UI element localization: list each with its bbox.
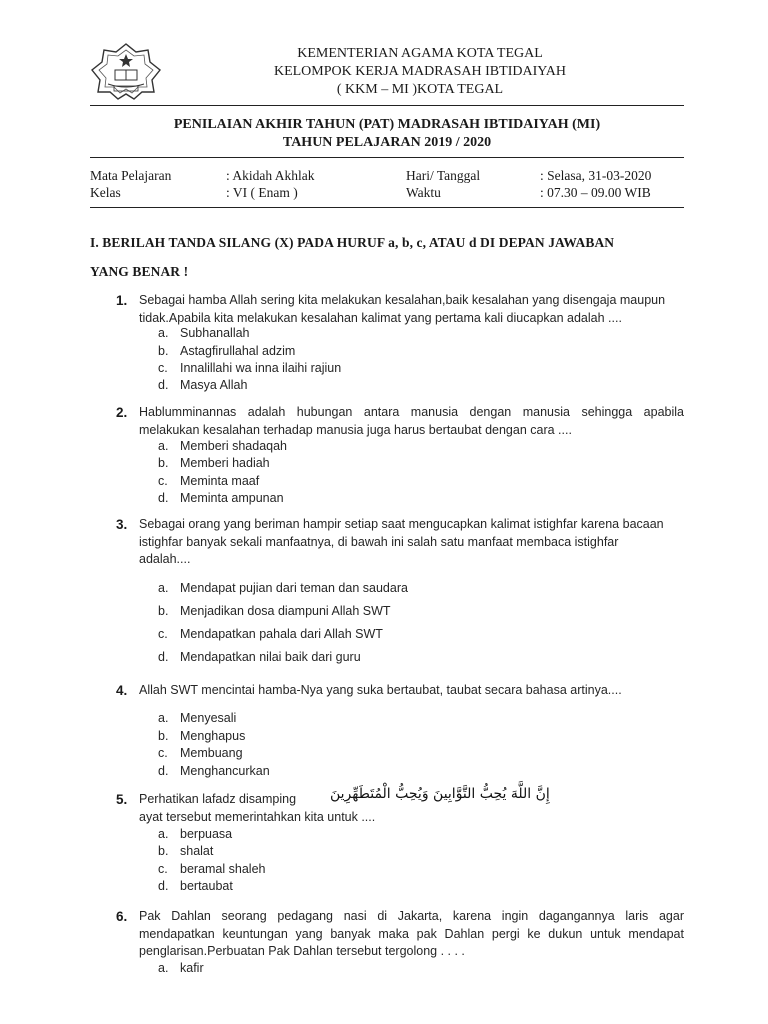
ministry-emblem-icon — [90, 42, 162, 100]
question-text — [139, 908, 684, 961]
option-a[interactable] — [158, 826, 232, 843]
option-text: Memberi shadaqah — [180, 439, 288, 453]
option-text: Meminta maaf — [180, 474, 260, 488]
option-d[interactable] — [158, 490, 284, 507]
option-letter: d. — [158, 491, 169, 505]
subject-value: : Akidah Akhlak — [226, 168, 315, 183]
option-text: Mendapatkan nilai baik dari guru — [180, 650, 361, 664]
letterhead-divider — [90, 105, 684, 106]
question-number: 2. — [116, 405, 128, 420]
option-a[interactable] — [158, 325, 250, 342]
option-d[interactable] — [158, 649, 361, 666]
time-label: Waktu — [406, 185, 441, 200]
option-letter: b. — [158, 456, 169, 470]
option-c[interactable] — [158, 473, 259, 490]
option-c[interactable] — [158, 745, 243, 762]
option-b[interactable] — [158, 455, 270, 472]
question-number: 3. — [116, 517, 128, 532]
option-letter: a. — [158, 326, 169, 340]
exam-year: TAHUN PELAJARAN 2019 / 2020 — [282, 135, 492, 150]
option-text: Subhanallah — [180, 326, 250, 340]
option-letter: a. — [158, 827, 169, 841]
option-letter: c. — [158, 862, 168, 876]
question-number: 1. — [116, 293, 128, 308]
info-divider — [90, 207, 684, 208]
question-line: ayat tersebut memerintahkan kita untuk .... — [139, 809, 376, 824]
option-text: Memberi hadiah — [180, 456, 270, 470]
question-number: 4. — [116, 683, 128, 698]
option-letter: c. — [158, 627, 168, 641]
question-line: melakukan kesalahan terhadap manusia juga harus bertaubat dengan cara .... — [139, 422, 572, 437]
question-line: Sebagai hamba Allah sering kita melakukan kesalahan,baik kesalahan yang disengaja maupun — [139, 293, 666, 307]
option-text: bertaubat — [180, 879, 233, 893]
question-text — [139, 682, 684, 700]
option-letter: a. — [158, 711, 169, 725]
option-text: Masya Allah — [180, 378, 248, 392]
option-text: Menjadikan dosa diampuni Allah SWT — [180, 604, 391, 618]
letterhead-line-2: KELOMPOK KERJA MADRASAH IBTIDAIYAH — [273, 64, 567, 79]
question-line: penglarisan.Perbuatan Pak Dahlan tersebut tergolong . . . . — [139, 944, 465, 958]
option-letter: d. — [158, 378, 169, 392]
option-letter: a. — [158, 439, 169, 453]
question-text — [139, 404, 684, 439]
option-text: Membuang — [180, 746, 243, 760]
option-letter: b. — [158, 844, 169, 858]
section-heading-cont: YANG BENAR ! — [90, 264, 189, 279]
option-text: Menghancurkan — [180, 764, 270, 778]
option-letter: d. — [158, 879, 169, 893]
question-line: Hablumminannas adalah hubungan antara manusia dengan manusia sehingga apabila — [139, 405, 684, 419]
option-text: Meminta ampunan — [180, 491, 284, 505]
option-letter: c. — [158, 361, 168, 375]
option-letter: a. — [158, 581, 169, 595]
question-line: mendapatkan keuntungan yang banyak maka pak Dahlan pergi ke dukun untuk mendapat — [139, 926, 684, 941]
question-text — [139, 292, 684, 327]
option-text: Mendapatkan pahala dari Allah SWT — [180, 627, 383, 641]
option-letter: d. — [158, 764, 169, 778]
time-value: : 07.30 – 09.00 WIB — [540, 185, 651, 200]
class-label: Kelas — [90, 185, 121, 200]
title-divider — [90, 157, 684, 158]
question-number: 5. — [116, 792, 128, 807]
question-line: adalah.... — [139, 552, 191, 566]
option-b[interactable] — [158, 343, 295, 360]
option-d[interactable] — [158, 878, 233, 895]
option-d[interactable] — [158, 763, 270, 780]
question-line: Sebagai orang yang beriman hampir setiap saat mengucapkan kalimat istighfar karena bacaan — [139, 517, 664, 531]
question-line: istighfar banyak sekali manfaatnya, di bawah ini salah satu manfaat membaca istighfar — [139, 534, 619, 549]
option-a[interactable] — [158, 580, 408, 597]
option-letter: b. — [158, 729, 169, 743]
question-line: tidak.Apabila kita melakukan kesalahan kalimat yang pertama kali diucapkan adalah .... — [139, 310, 622, 325]
option-letter: b. — [158, 604, 169, 618]
option-text: berpuasa — [180, 827, 233, 841]
option-letter: c. — [158, 746, 168, 760]
option-c[interactable] — [158, 626, 383, 643]
option-letter: b. — [158, 344, 169, 358]
question-number: 6. — [116, 909, 128, 924]
option-a[interactable] — [158, 710, 236, 727]
option-b[interactable] — [158, 843, 213, 860]
exam-title: PENILAIAN AKHIR TAHUN (PAT) MADRASAH IBTIDAIYAH (MI) — [173, 117, 601, 132]
option-text: kafir — [180, 961, 204, 975]
option-letter: a. — [158, 961, 169, 975]
letterhead-line-3: ( KKM – MI )KOTA TEGAL — [336, 82, 504, 97]
question-line: Allah SWT mencintai hamba-Nya yang suka bertaubat, taubat secara bahasa artinya.... — [139, 683, 622, 697]
option-text: Innalillahi wa inna ilaihi rajiun — [180, 361, 342, 375]
option-text: Menghapus — [180, 729, 246, 743]
option-b[interactable] — [158, 728, 245, 745]
day-label: Hari/ Tanggal — [406, 168, 481, 183]
option-text: beramal shaleh — [180, 862, 266, 876]
question-line: Perhatikan lafadz disamping — [139, 792, 297, 806]
option-text: Menyesali — [180, 711, 237, 725]
option-c[interactable] — [158, 360, 341, 377]
question-line: Pak Dahlan seorang pedagang nasi di Jakarta, karena ingin dagangannya laris agar — [139, 909, 684, 923]
letterhead-line-1: KEMENTERIAN AGAMA KOTA TEGAL — [297, 46, 543, 61]
arabic-verse: إِنَّ اللَّهَ يُحِبُّ التَّوَّابِينَ وَيُحِبُّ الْمُتَطَهِّرِينَ — [330, 786, 550, 802]
option-text: Astagfirullahal adzim — [180, 344, 296, 358]
option-b[interactable] — [158, 603, 391, 620]
subject-label: Mata Pelajaran — [90, 168, 172, 183]
option-c[interactable] — [158, 861, 265, 878]
option-d[interactable] — [158, 377, 247, 394]
option-a[interactable] — [158, 438, 287, 455]
option-letter: c. — [158, 474, 168, 488]
question-text — [139, 516, 684, 569]
section-heading: I. BERILAH TANDA SILANG (X) PADA HURUF a, b, c, ATAU d DI DEPAN JAWABAN — [90, 235, 615, 250]
option-letter: d. — [158, 650, 169, 664]
option-text: Mendapat pujian dari teman dan saudara — [180, 581, 408, 595]
day-value: : Selasa, 31-03-2020 — [540, 168, 652, 183]
option-a[interactable] — [158, 960, 204, 977]
class-value: : VI ( Enam ) — [226, 185, 298, 200]
option-text: shalat — [180, 844, 214, 858]
